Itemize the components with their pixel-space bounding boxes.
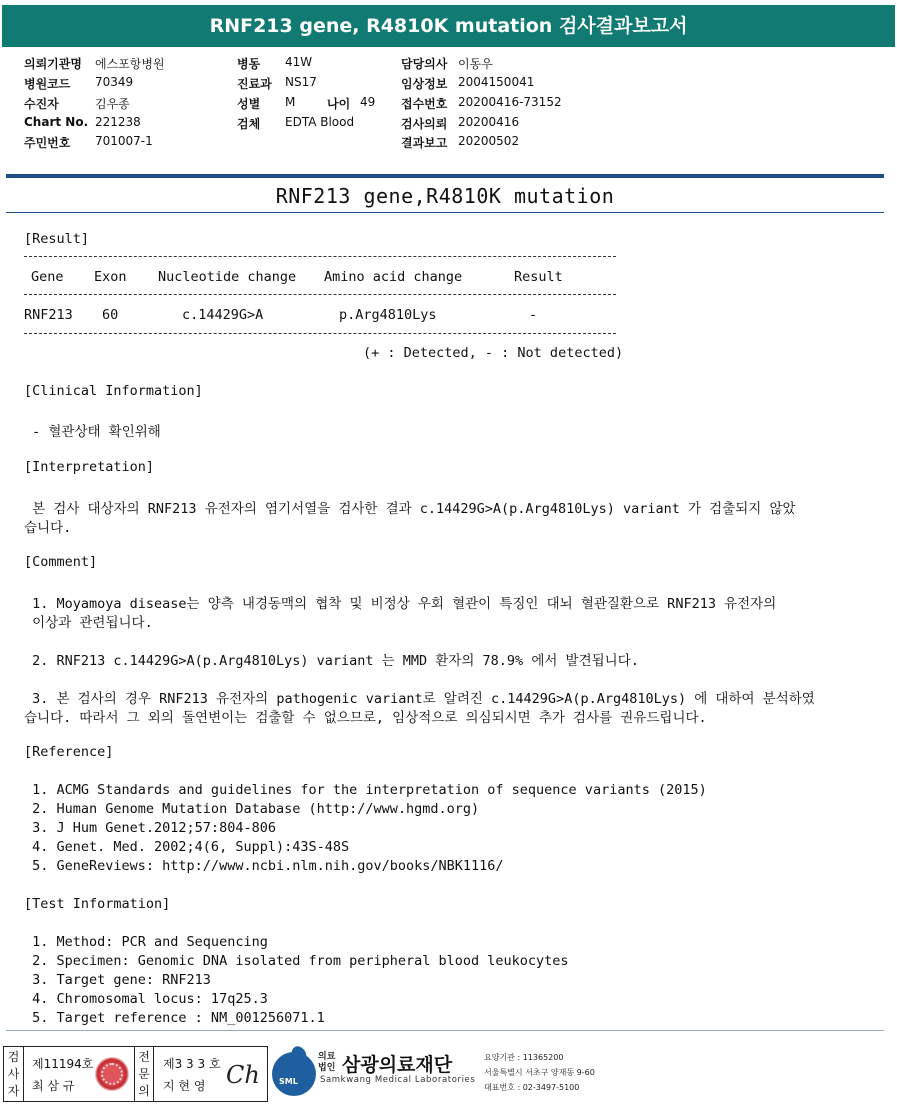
ward-value: 41W (285, 55, 313, 69)
page-divider (6, 1030, 884, 1031)
org-name: 삼광의료재단 (342, 1054, 453, 1076)
chart-no-label: Chart No. (24, 115, 89, 129)
org-prefix: 의료 법인 (318, 1052, 336, 1073)
clinical-info-label: 임상정보 (401, 77, 448, 91)
row-nucleotide: c.14429G>A (182, 307, 264, 323)
patient-name-label: 수진자 (24, 97, 59, 111)
report-title: RNF213 gene,R4810K mutation (275, 184, 615, 208)
inspector-license-no: 제11194호 (32, 1057, 94, 1071)
result-legend: (+ : Detected, - : Not detected) (363, 345, 624, 361)
interpretation-line-2: 습니다. (24, 520, 72, 536)
comment-2: 2. RNF213 c.14429G>A(p.Arg4810Lys) variant 는 MMD 환자의 78.9% 에서 발견됩니다. (24, 653, 639, 669)
hospital-name-value: 에스포항병원 (95, 57, 165, 71)
hospital-name-label: 의뢰기관명 (24, 57, 82, 71)
report-date-label: 결과보고 (401, 136, 448, 150)
clinical-text: - 혈관상태 확인위해 (24, 424, 161, 440)
test-info-item: 1. Method: PCR and Sequencing (24, 934, 268, 950)
hospital-code-value: 70349 (95, 75, 134, 89)
row-result: - (529, 307, 538, 323)
test-info-item: 3. Target gene: RNF213 (24, 972, 211, 988)
doctor-label: 담당의사 (401, 57, 448, 71)
clinical-info-value: 2004150041 (458, 75, 535, 89)
accession-no-label: 접수번호 (401, 97, 448, 111)
title-rule-bottom (6, 212, 884, 213)
sml-logo-icon: SML (272, 1052, 316, 1096)
table-divider-bottom (24, 333, 616, 334)
patient-name-value: 김우종 (95, 97, 130, 111)
table-divider-top (24, 256, 616, 257)
comment-3-line-2: 습니다. 따라서 그 외의 돌연변이는 검출할 수 없으므로, 임상적으로 의심되시면 추가 검사를 권유드립니다. (24, 710, 707, 726)
doctor-signature: Ch (226, 1061, 260, 1089)
resident-no-label: 주민번호 (24, 136, 71, 150)
inspector-seal-icon (95, 1057, 129, 1091)
comment-1-line-2: 이상과 관련됩니다. (24, 615, 153, 631)
org-institution-code: 요양기관 : 11365200 (484, 1053, 564, 1062)
request-date-value: 20200416 (458, 115, 520, 129)
reference-heading: [Reference] (24, 744, 114, 760)
test-info-heading: [Test Information] (24, 896, 171, 912)
comment-3-line-1: 3. 본 검사의 경우 RNF213 유전자의 pathogenic variant로 알려진 c.14429G>A(p.Arg4810Lys) 에 대하여 분석하였 (24, 691, 815, 707)
sex-value: M (285, 95, 296, 109)
comment-heading: [Comment] (24, 554, 98, 570)
specimen-label: 검체 (237, 117, 261, 131)
title-rule-top (6, 174, 884, 178)
inspector-name: 최 삼 규 (32, 1079, 75, 1093)
report-footer (0, 1046, 897, 1113)
test-info-item: 4. Chromosomal locus: 17q25.3 (24, 991, 268, 1007)
org-name-english: Samkwang Medical Laboratories (320, 1075, 476, 1085)
doctor-license-no: 제3 3 3 호 (163, 1057, 221, 1071)
header-gene: Gene (31, 269, 64, 285)
org-address: 서울특별시 서초구 양재동 9-60 (484, 1068, 595, 1077)
reference-item: 3. J Hum Genet.2012;57:804-806 (24, 820, 276, 836)
interpretation-line-1: 본 검사 대상자의 RNF213 유전자의 염기서열을 검사한 결과 c.14429G>A(p.Arg4810Lys) variant 가 검출되지 않았 (24, 501, 796, 517)
reference-item: 5. GeneReviews: http://www.ncbi.nlm.nih.gov/books/NBK1116/ (24, 858, 504, 874)
header-exon: Exon (94, 269, 127, 285)
org-phone: 대표번호 : 02-3497-5100 (484, 1083, 580, 1092)
report-header-title: RNF213 gene, R4810K mutation 검사결과보고서 (2, 5, 895, 47)
inspector-vertical-label: 검 사 자 (4, 1047, 24, 1101)
row-exon: 60 (102, 307, 119, 323)
test-info-item: 2. Specimen: Genomic DNA isolated from peripheral blood leukocytes (24, 953, 569, 969)
clinical-heading: [Clinical Information] (24, 383, 203, 399)
header-nucleotide: Nucleotide change (158, 269, 297, 285)
department-value: NS17 (285, 75, 317, 89)
accession-no-value: 20200416-73152 (458, 95, 562, 109)
table-divider-mid (24, 294, 616, 295)
doctor-value: 이동우 (458, 57, 493, 71)
signature-box (3, 1046, 268, 1102)
header-amino-acid: Amino acid change (324, 269, 463, 285)
sex-label: 성별 (237, 97, 261, 111)
resident-no-value: 701007-1 (95, 134, 153, 148)
result-heading: [Result] (24, 231, 90, 247)
test-info-item: 5. Target reference : NM_001256071.1 (24, 1010, 325, 1026)
doctor-vertical-label: 전 문 의 (134, 1047, 154, 1101)
report-date-value: 20200502 (458, 134, 520, 148)
reference-item: 2. Human Genome Mutation Database (http://www.hgmd.org) (24, 801, 480, 817)
ward-label: 병동 (237, 57, 261, 71)
header-result: Result (514, 269, 563, 285)
age-value: 49 (360, 95, 376, 109)
doctor-name: 지 현 영 (163, 1079, 206, 1093)
age-label: 나이 (327, 97, 351, 111)
interpretation-heading: [Interpretation] (24, 459, 155, 475)
reference-item: 4. Genet. Med. 2002;4(6, Suppl):43S-48S (24, 839, 350, 855)
chart-no-value: 221238 (95, 115, 141, 129)
request-date-label: 검사의뢰 (401, 117, 448, 131)
department-label: 진료과 (237, 77, 272, 91)
row-amino-acid: p.Arg4810Lys (339, 307, 437, 323)
specimen-value: EDTA Blood (285, 115, 355, 129)
row-gene: RNF213 (24, 307, 73, 323)
reference-item: 1. ACMG Standards and guidelines for the interpretation of sequence variants (2015) (24, 782, 707, 798)
hospital-code-label: 병원코드 (24, 77, 71, 91)
comment-1-line-1: 1. Moyamoya disease는 양측 내경동맥의 협착 및 비정상 우회 혈관이 특징인 대뇌 혈관질환으로 RNF213 유전자의 (24, 596, 777, 612)
